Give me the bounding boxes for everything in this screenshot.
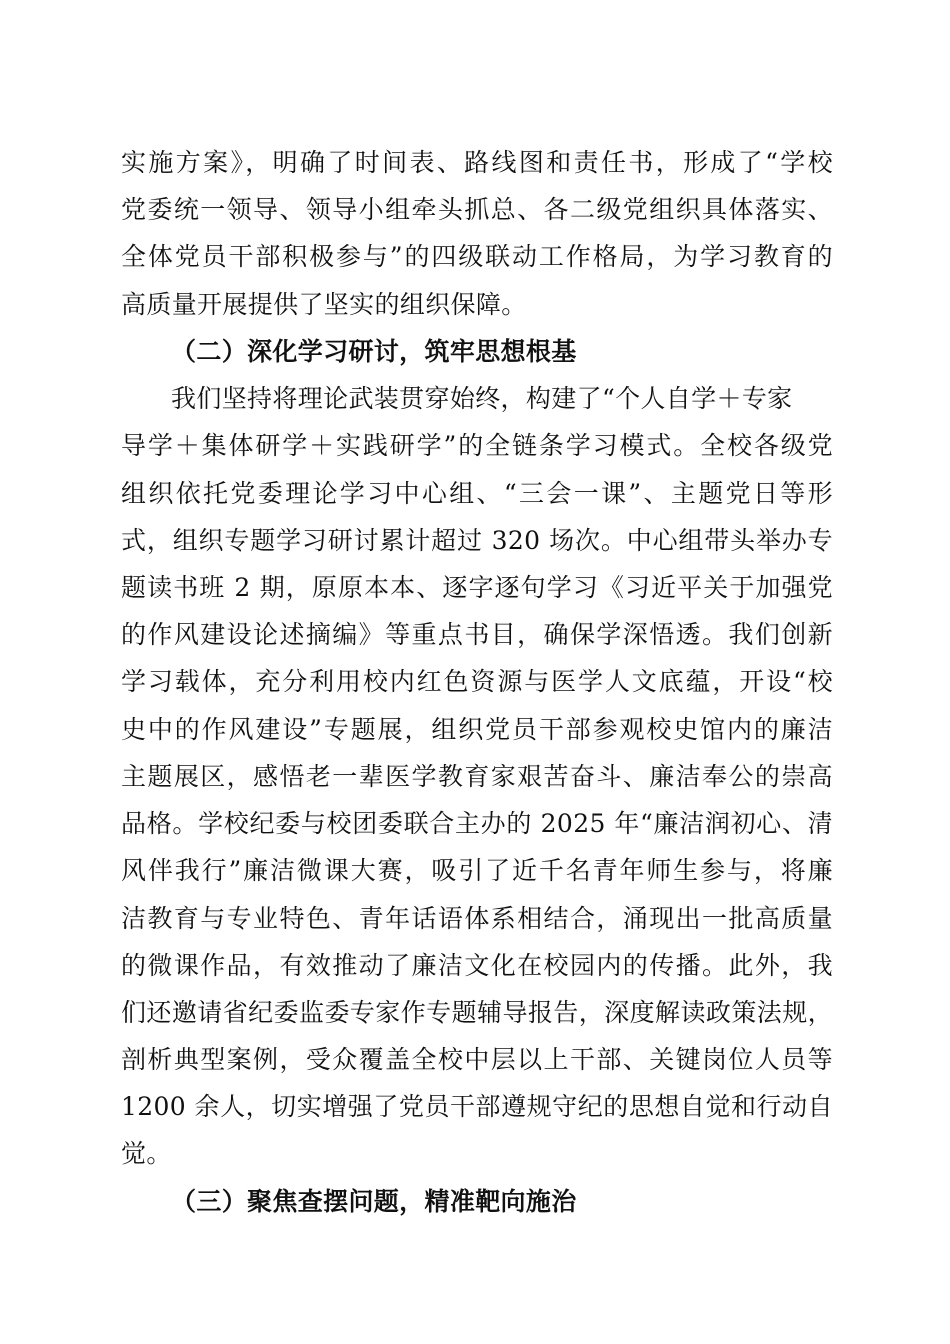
paragraph-line: 品格。学校纪委与校团委联合主办的 2025 年“廉洁润初心、清 — [121, 809, 833, 838]
paragraph-line: 我们坚持将理论武装贯穿始终，构建了“个人自学＋专家 — [171, 384, 793, 413]
paragraph-line: 风伴我行”廉洁微课大赛，吸引了近千名青年师生参与，将廉 — [121, 856, 833, 885]
paragraph-line: 组织依托党委理论学习中心组、“三会一课”、主题党日等形 — [121, 479, 833, 508]
paragraph-line: 史中的作风建设”专题展，组织党员干部参观校史馆内的廉洁 — [121, 715, 833, 744]
paragraph-line: 主题展区，感悟老一辈医学教育家艰苦奋斗、廉洁奉公的崇高 — [121, 762, 833, 791]
paragraph-line: 实施方案》，明确了时间表、路线图和责任书，形成了“学校 — [121, 148, 833, 177]
paragraph-line: 全体党员干部积极参与”的四级联动工作格局，为学习教育的 — [121, 242, 833, 271]
paragraph-line: 们还邀请省纪委监委专家作专题辅导报告，深度解读政策法规， — [121, 998, 833, 1027]
paragraph-line: 的微课作品，有效推动了廉洁文化在校园内的传播。此外，我 — [121, 951, 833, 980]
section-heading: （二）深化学习研讨，筑牢思想根基 — [171, 337, 577, 366]
paragraph-line: 式，组织专题学习研讨累计超过 320 场次。中心组带头举办专 — [121, 526, 833, 555]
paragraph-line: 党委统一领导、领导小组牵头抓总、各二级党组织具体落实、 — [121, 195, 833, 224]
paragraph-line: 题读书班 2 期，原原本本、逐字逐句学习《习近平关于加强党 — [121, 573, 833, 602]
paragraph-line: 的作风建设论述摘编》等重点书目，确保学深悟透。我们创新 — [121, 620, 833, 649]
paragraph-line: 导学＋集体研学＋实践研学”的全链条学习模式。全校各级党 — [121, 431, 833, 460]
paragraph-line: 觉。 — [121, 1139, 172, 1168]
paragraph-line: 洁教育与专业特色、青年话语体系相结合，涌现出一批高质量 — [121, 904, 833, 933]
section-heading: （三）聚焦查摆问题，精准靶向施治 — [171, 1187, 577, 1216]
paragraph-line: 剖析典型案例，受众覆盖全校中层以上干部、关键岗位人员等 — [121, 1045, 833, 1074]
paragraph-line: 学习载体，充分利用校内红色资源与医学人文底蕴，开设“校 — [121, 667, 833, 696]
paragraph-line: 1200 余人，切实增强了党员干部遵规守纪的思想自觉和行动自 — [121, 1092, 833, 1121]
paragraph-line: 高质量开展提供了坚实的组织保障。 — [121, 290, 527, 319]
